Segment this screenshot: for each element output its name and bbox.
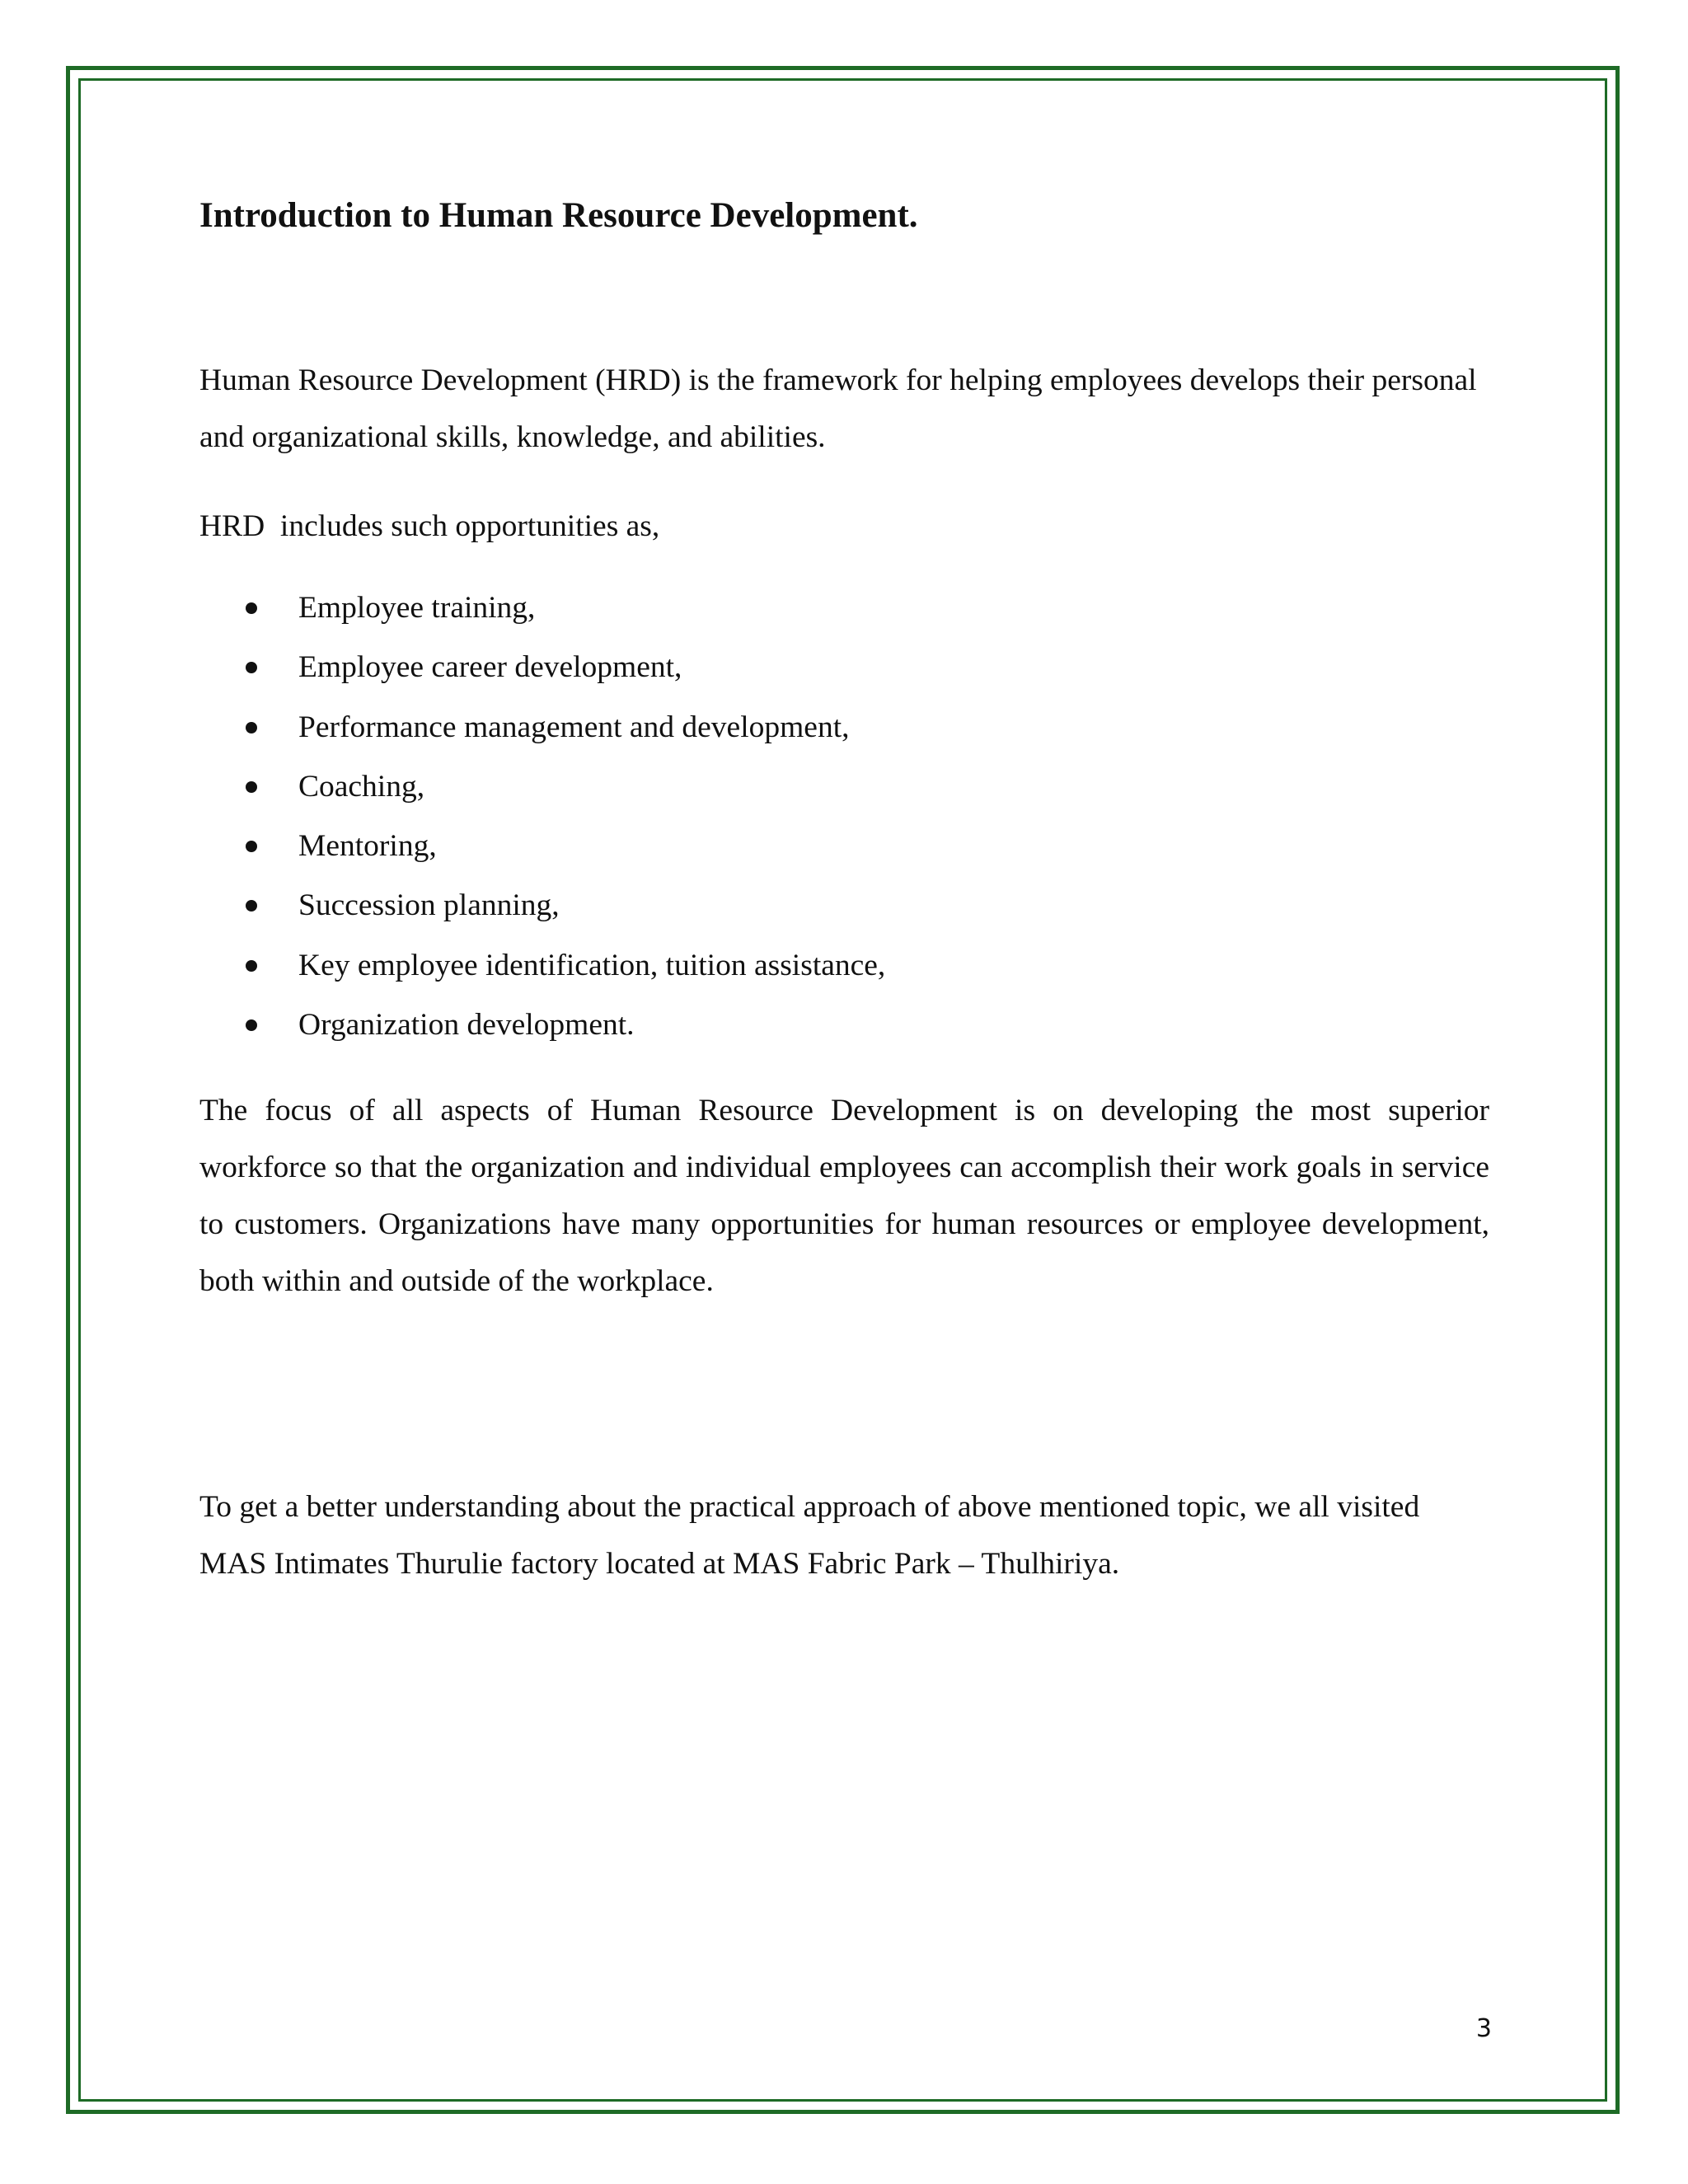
bullet-icon <box>246 722 257 733</box>
list-item <box>199 757 885 817</box>
bullet-icon <box>246 781 257 793</box>
bullet-icon <box>246 841 257 852</box>
list-item <box>199 996 885 1055</box>
bullet-icon <box>246 662 257 673</box>
bullet-icon <box>246 960 257 972</box>
focus-paragraph: The focus of all aspects of Human Resource Development is on developing the most superior workforce so that the organization and individual employees can accomplish their work goals in service to customers. Organizations have many opportunities for human resources or employee development, both within and outside of the workplace. <box>199 1094 1489 1298</box>
list-item-text: Coaching, <box>298 769 425 804</box>
list-item-text: Succession planning, <box>298 888 560 923</box>
list-item <box>199 579 885 638</box>
page-number: 3 <box>1475 2014 1492 2043</box>
visit-paragraph: To get a better understanding about the practical approach of above mentioned topic, we all visited MAS Intimates Thurulie factory located at MAS Fabric Park – Thulhiriya. <box>199 1490 1420 1581</box>
list-item <box>199 638 885 697</box>
bullet-icon <box>246 900 257 912</box>
list-item <box>199 876 885 935</box>
list-item-text: Mentoring, <box>298 829 437 864</box>
list-item-text: Organization development. <box>298 1008 635 1043</box>
list-item <box>199 936 885 996</box>
bullet-icon <box>246 602 257 614</box>
bullet-icon <box>246 1019 257 1031</box>
intro-paragraph: Human Resource Development (HRD) is the framework for helping employees develops their personal and organizational skills, knowledge, and abilities. <box>199 363 1477 454</box>
list-item-text: Employee training, <box>298 591 536 625</box>
list-item-text: Performance management and development, <box>298 710 850 744</box>
hrd-includes-text: HRD includes such opportunities as, <box>199 509 660 543</box>
page-heading: Introduction to Human Resource Development. <box>199 196 918 235</box>
list-item <box>199 817 885 876</box>
opportunities-list <box>199 579 885 1055</box>
list-item-text: Key employee identification, tuition assistance, <box>298 948 886 982</box>
list-item <box>199 698 885 757</box>
list-item-text: Employee career development, <box>298 650 682 685</box>
